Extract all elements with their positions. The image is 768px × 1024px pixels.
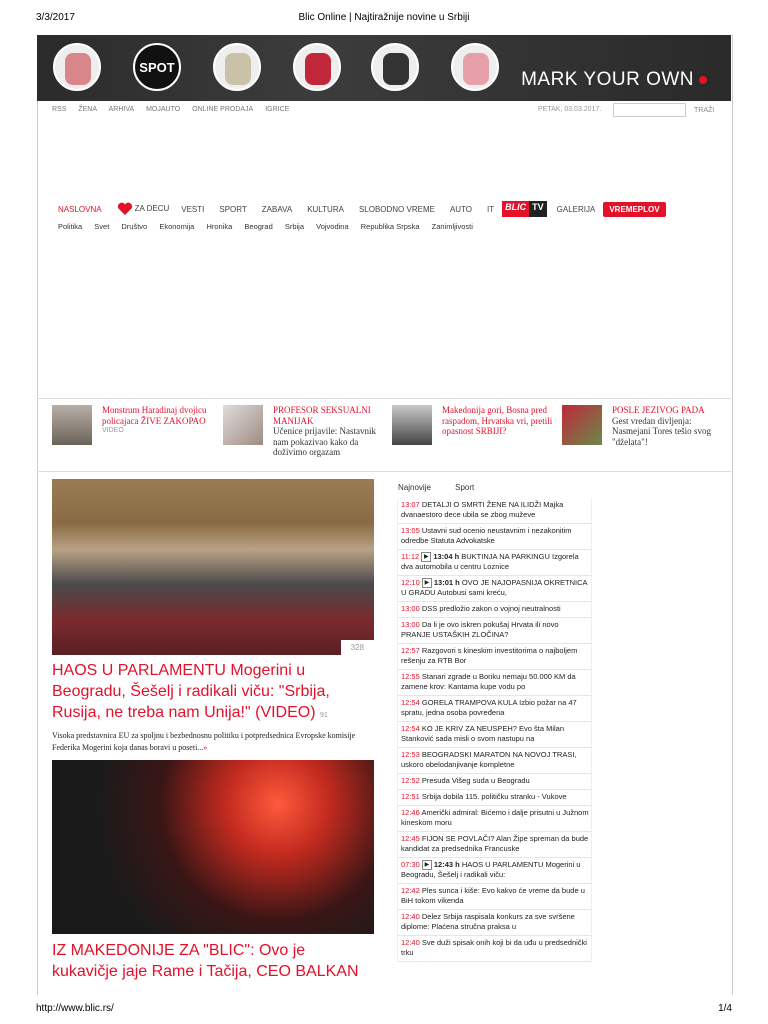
print-title: Blic Online | Najtiražnije novine u Srbiji <box>298 12 470 23</box>
play-icon: ▶ <box>421 552 431 562</box>
ad-banner[interactable] <box>37 35 731 101</box>
promo-item[interactable] <box>562 405 722 465</box>
news-time: 12:55 <box>401 672 420 682</box>
news-text: Srbija dobila 115. političku stranku - Vukove <box>421 792 567 802</box>
news-item[interactable] <box>398 498 591 524</box>
nav-auto[interactable]: AUTO <box>449 204 473 214</box>
news-item[interactable] <box>398 910 591 936</box>
nav-za-decu[interactable]: ZA DECU <box>117 202 170 216</box>
news-tabs <box>398 483 496 492</box>
news-text: Presuda Višeg suda u Beogradu <box>421 776 530 786</box>
nav-galerija[interactable]: GALERIJA <box>556 204 596 214</box>
news-item[interactable] <box>398 602 591 618</box>
subnav-item[interactable]: Hronika <box>206 222 233 231</box>
news-time: 12:57 <box>401 646 420 656</box>
tab-sport[interactable]: Sport <box>455 483 475 492</box>
news-item[interactable] <box>398 774 591 790</box>
news-text: HAOS U PARLAMENTU Mogerini u Beogradu, Šešelj i radikali viču: <box>401 860 581 880</box>
news-time: 13:00 <box>401 604 420 614</box>
subnav-item[interactable]: Srbija <box>284 222 305 231</box>
news-time: 12:51 <box>401 792 420 802</box>
tab-najnovije[interactable]: Najnovije <box>398 483 431 492</box>
comment-count: 91 <box>320 712 328 719</box>
promo-headline: PROFESOR SEKSUALNI MANIJAK <box>273 405 371 426</box>
subnav-item[interactable]: Ekonomija <box>159 222 195 231</box>
nav-sport[interactable]: SPORT <box>219 204 247 214</box>
news-text: Američki admiral: Bićemo i dalje prisutni u Južnom kineskom moru <box>401 808 589 828</box>
news-time: 12:46 <box>401 808 420 818</box>
news-time: 07:30 <box>401 860 420 870</box>
news-text: BUKTINJA NA PARKINGU Izgorela dva automobila u centru Loznice <box>401 552 579 572</box>
dot-icon <box>699 76 707 84</box>
toplink-igrice[interactable]: IGRICE <box>265 106 290 113</box>
ad-product-image <box>371 43 419 91</box>
promo-thumbnail <box>562 405 602 445</box>
news-time: 11:12 <box>401 552 420 561</box>
news-time: 12:54 <box>401 698 420 708</box>
news-time: 12:45 <box>401 834 420 844</box>
subnav-item[interactable]: Politika <box>58 222 83 231</box>
news-text: Ples sunca i kiše: Evo kakvo će vreme da bude u BiH tokom vikenda <box>401 886 585 906</box>
divider <box>37 398 731 399</box>
subnav-item[interactable]: Društvo <box>121 222 148 231</box>
sub-nav <box>58 222 483 231</box>
news-time: 12:40 <box>401 912 420 922</box>
news-text: DSS predložio zakon o vojnoj neutralnosti <box>421 604 561 614</box>
news-text: Delez Srbija raspisala konkurs za sve svršene diplome: Plaćena stručna praksa u <box>401 912 575 932</box>
promo-thumbnail <box>392 405 432 445</box>
main-lead: Visoka predstavnica EU za spoljnu i bezbednosnu politiku i potpredsednica Evropske komisije Federika Mogerini koja danas boravi u poseti...» <box>52 731 356 752</box>
news-ticker <box>397 498 592 962</box>
ad-tagline: MARK YOUR OWN <box>521 69 707 91</box>
news-item[interactable] <box>398 696 591 722</box>
ad-product-image <box>451 43 499 91</box>
news-time: 12:10 <box>401 578 420 588</box>
news-time: 13:07 <box>401 500 420 509</box>
nav-naslovna[interactable]: NASLOVNA <box>58 204 102 214</box>
main-nav <box>58 201 666 217</box>
nav-vremeplov[interactable]: VREMEPLOV <box>603 202 665 217</box>
second-headline[interactable]: IZ MAKEDONIJE ZA "BLIC": Ovo je kukavičje jaje Rame i Tačija, CEO BALKAN <box>52 942 359 980</box>
news-item[interactable] <box>398 576 591 602</box>
toplink-arhiva[interactable]: ARHIVA <box>108 106 135 113</box>
nav-slobodno-vreme[interactable]: SLOBODNO VREME <box>358 204 435 214</box>
promo-tag: VIDEO <box>102 427 124 434</box>
ad-product-image <box>53 43 101 91</box>
nav-kultura[interactable]: KULTURA <box>307 204 344 214</box>
news-item[interactable] <box>398 884 591 910</box>
news-item[interactable] <box>398 858 591 884</box>
promo-item[interactable] <box>392 405 552 465</box>
news-item[interactable] <box>398 524 591 550</box>
promo-headline: Makedonija gori, Bosna pred raspadom, Hrvatska vri, pretili opasnost SRBIJI? <box>442 405 553 436</box>
news-item[interactable] <box>398 722 591 748</box>
subnav-item[interactable]: Svet <box>94 222 110 231</box>
top-links <box>52 106 299 113</box>
news-item[interactable] <box>398 550 591 576</box>
news-time: 12:54 <box>401 724 420 734</box>
subnav-item[interactable]: Zanimljivosti <box>431 222 473 231</box>
subnav-item[interactable]: Beograd <box>244 222 273 231</box>
news-item[interactable] <box>398 832 591 858</box>
subnav-item[interactable]: Vojvodina <box>316 222 349 231</box>
promo-item[interactable] <box>52 405 212 465</box>
news-text: FIJON SE POVLAČI? Alan Žipe spreman da bude kandidat za predsednika Francuske <box>401 834 589 854</box>
read-more-link[interactable]: » <box>203 743 208 752</box>
nav-vesti[interactable]: VESTI <box>181 204 205 214</box>
news-text: KO JE KRIV ZA NEUSPEH? Evo šta Milan Stanković sada misli o svom nastupu na <box>401 724 565 744</box>
promo-subtext: Gest vredan divljenja: Nasmejani Tores tešio svog "dželata"! <box>612 415 711 447</box>
play-icon: ▶ <box>422 860 432 870</box>
ad-product-image <box>213 43 261 91</box>
current-date: PETAK, 03.03.2017. <box>538 106 602 113</box>
nav-blic-tv[interactable]: BLIC TV <box>502 201 547 217</box>
print-page: 1/4 <box>718 1003 732 1014</box>
news-time: 12:53 <box>401 750 420 760</box>
news-item[interactable] <box>398 936 591 962</box>
news-item[interactable] <box>398 618 591 644</box>
promo-headline: POSLE JEZIVOG PADA <box>612 405 705 415</box>
second-story-image[interactable] <box>52 760 374 934</box>
print-date: 3/3/2017 <box>36 12 75 23</box>
news-text: GORELA TRAMPOVA KULA Izbio požar na 47 spratu, jedna osoba povređena <box>401 698 577 718</box>
news-time: 12:52 <box>401 776 420 786</box>
news-time: 13:00 <box>401 620 420 630</box>
divider <box>37 471 731 472</box>
news-item[interactable] <box>398 790 591 806</box>
news-text: BEOGRADSKI MARATON NA NOVOJ TRASI, uskoro obelodanjivanje kompletne <box>401 750 577 770</box>
toplink-mojauto[interactable]: MOJAUTO <box>146 106 181 113</box>
main-headline[interactable]: HAOS U PARLAMENTU Mogerini u Beogradu, Šešelj i radikali viču: "Srbija, Rusija, ne treba nam Unija!" (VIDEO) 91 <box>52 662 330 721</box>
news-item[interactable] <box>398 670 591 696</box>
promo-thumbnail <box>52 405 92 445</box>
news-text: Stanari zgrade u Boriku nemaju 50.000 KM da zamene krov: Kantama kupe vodu po <box>401 672 576 692</box>
heart-icon <box>117 202 133 216</box>
ad-product-image <box>293 43 341 91</box>
news-time: 12:40 <box>401 938 420 948</box>
subnav-item[interactable]: Republika Srpska <box>360 222 420 231</box>
toplink-zena[interactable]: ŽENA <box>78 106 98 113</box>
news-text: Da li je ovo iskren pokušaj Hrvata ili novo PRANJE USTAŠKIH ZLOČINA? <box>401 620 559 640</box>
promo-headline: Monstrum Haradinaj dvojicu policajaca ŽIVE ZAKOPAO <box>102 405 207 426</box>
news-item[interactable] <box>398 806 591 832</box>
news-text: OVO JE NAJOPASNIJA OKRETNICA U GRADU Autobusi sami kreću, <box>401 578 588 598</box>
search-input[interactable] <box>613 103 686 117</box>
news-text: Ustavni sud ocenio neustavnim i nezakonitim odredbe Statuta Advokatske <box>401 526 572 545</box>
news-time: 12:42 <box>401 886 420 896</box>
nav-zabava[interactable]: ZABAVA <box>261 204 293 214</box>
news-text: Razgovori s kineskim investitorima o najboljem rešenju za RTB Bor <box>401 646 578 666</box>
image-count-badge: 328 <box>341 640 374 655</box>
spot-logo: SPOT <box>133 43 181 91</box>
nav-it[interactable]: IT <box>487 204 495 214</box>
news-text: DETALJI O SMRTI ŽENE NA ILIDŽI Majka dvanaestoro dece ubila se zbog muževe <box>401 500 564 519</box>
news-item[interactable] <box>398 644 591 670</box>
search-button[interactable]: TRAŽI <box>694 107 715 114</box>
toplink-online-prodaja[interactable]: ONLINE PRODAJA <box>192 106 254 113</box>
news-time: 13:05 <box>401 526 420 535</box>
play-icon: ▶ <box>422 578 432 588</box>
print-url: http://www.blic.rs/ <box>36 1003 114 1014</box>
news-updated-time: 13:01 h <box>433 578 460 588</box>
news-text: Sve duži spisak onih koji bi da uđu u predsednički trku <box>401 938 587 958</box>
news-item[interactable] <box>398 748 591 774</box>
news-updated-time: 13:04 h <box>433 552 460 561</box>
promo-thumbnail <box>223 405 263 445</box>
toplink-rss[interactable]: RSS <box>52 106 67 113</box>
promo-item[interactable] <box>223 405 383 465</box>
news-updated-time: 12:43 h <box>433 860 460 870</box>
main-story-image[interactable] <box>52 479 374 655</box>
promo-subtext: Učenice prijavile: Nastavnik nam pokazivao kako da doživimo orgazam <box>273 426 376 457</box>
